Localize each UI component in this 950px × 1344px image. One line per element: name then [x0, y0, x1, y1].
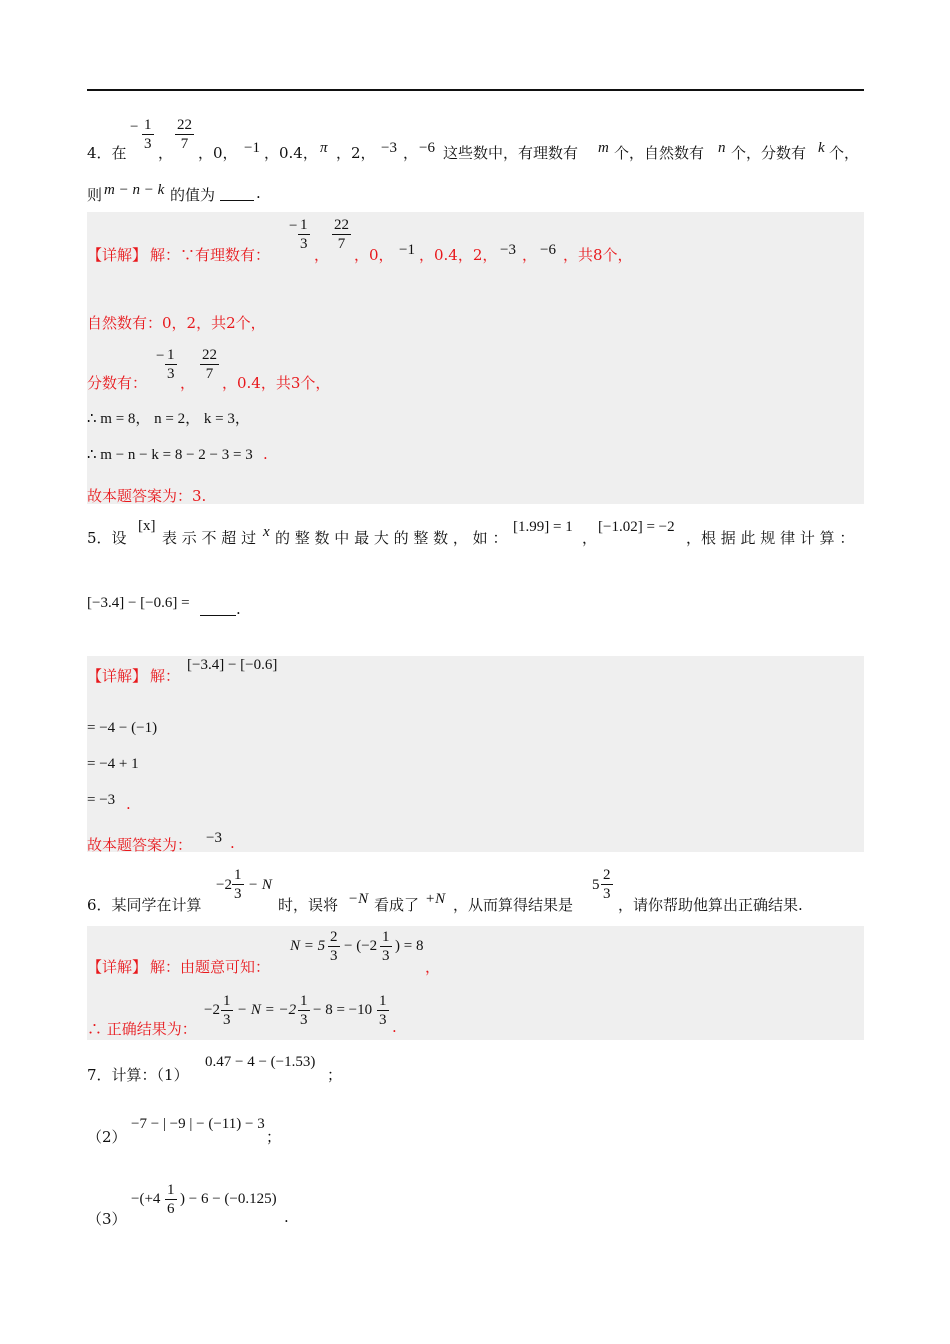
header-rule	[87, 89, 864, 91]
q6-answer-box	[87, 926, 864, 1040]
q4-frac2: 22 7	[177, 117, 192, 152]
q4-number: 4．在	[87, 144, 127, 162]
q4-frac1-body: 1 3	[144, 117, 152, 152]
answer-blank[interactable]	[220, 186, 254, 201]
q4-frac1: −	[130, 119, 139, 135]
q5-answer-box	[87, 656, 864, 852]
answer-blank-q5[interactable]	[200, 601, 236, 616]
